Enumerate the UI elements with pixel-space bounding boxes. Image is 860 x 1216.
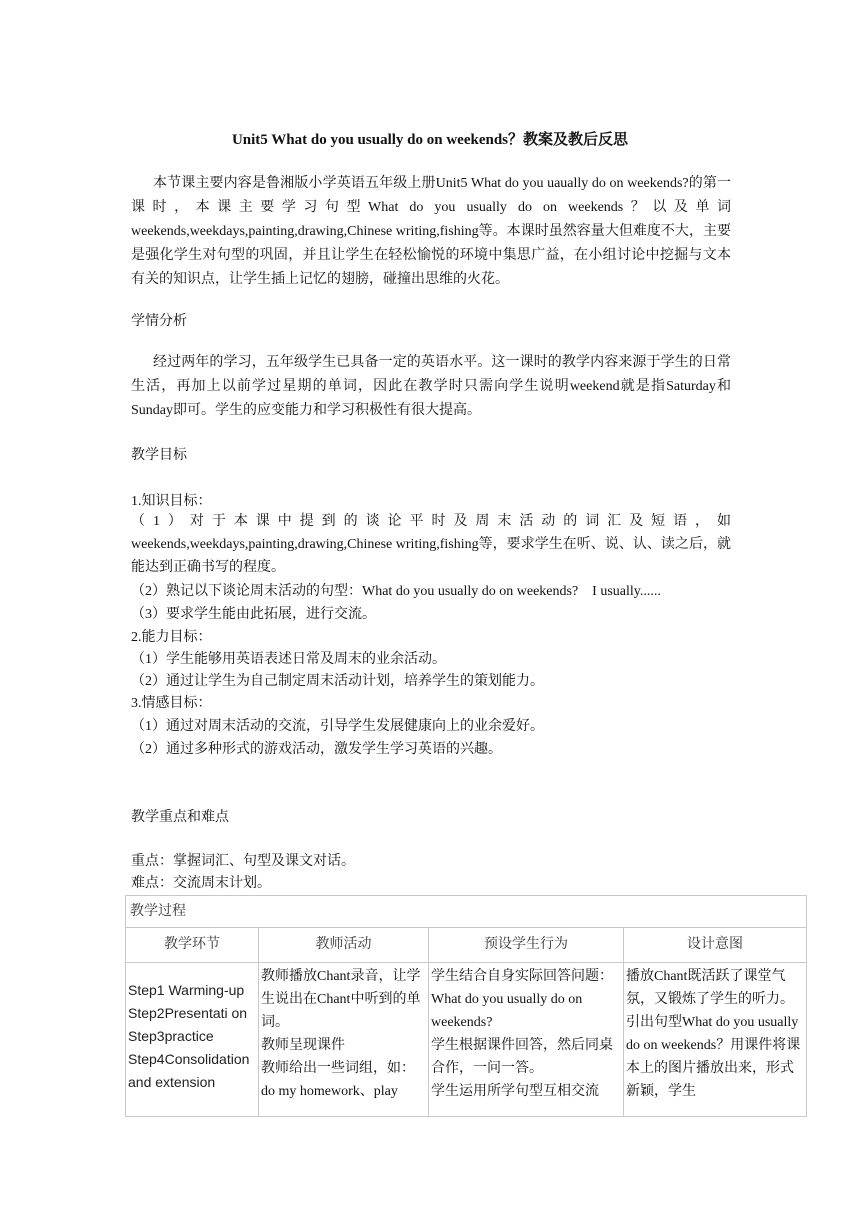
header-student-behavior: 预设学生行为	[429, 928, 624, 963]
design-intent-line: 播放Chant既活跃了课堂气氛，又锻炼了学生的听力。引出句型What do you usually do on weekends？用课件将课本上的图片播放出来，形式新颖，学生	[626, 969, 801, 1099]
teacher-activity-line: 教师给出一些词组，如：do my homework、play	[261, 1061, 415, 1099]
design-intent-cell	[624, 963, 807, 1117]
step-consolidation: Step4Consolidation and extension	[128, 1051, 250, 1090]
emotion-goal-2: （2）通过多种形式的游戏活动，激发学生学习英语的兴趣。	[131, 742, 502, 757]
header-stage: 教学环节	[126, 928, 259, 963]
goals-heading: 教学目标	[131, 448, 187, 463]
student-behavior-line: 学生运用所学句型互相交流	[431, 1084, 599, 1099]
teacher-activity-line: 教师呈现课件	[261, 1038, 345, 1053]
header-design-intent: 设计意图	[624, 928, 807, 963]
steps-cell	[126, 963, 259, 1117]
analysis-paragraph: 经过两年的学习，五年级学生已具备一定的英语水平。这一课时的教学内容来源于学生的日常生活，再加上以前学过星期的单词，因此在教学时只需向学生说明weekend就是指Saturday和Sunday即可。学生的应变能力和学习积极性有很大提高。	[131, 355, 731, 418]
key-point: 重点：掌握词汇、句型及课文对话。	[131, 854, 355, 869]
teacher-activity-cell	[259, 963, 429, 1117]
teaching-process-table	[125, 895, 807, 1117]
table-header-row	[126, 928, 807, 963]
knowledge-goal-title: 1.知识目标：	[131, 494, 212, 509]
student-behavior-line: 学生根据课件回答，然后同桌合作，一问一答。	[431, 1038, 613, 1076]
header-teacher-activity: 教师活动	[259, 928, 429, 963]
student-behavior-cell	[429, 963, 624, 1117]
table-row	[126, 963, 807, 1117]
step-presentation: Step2Presentati on	[128, 1005, 248, 1021]
knowledge-goal-1: （1）对于本课中提到的谈论平时及周末活动的词汇及短语，如weekends,weekdays,painting,drawing,Chinese writing,fishing等，要求学生在听、说、认、读之后，就能达到正确书写的程度。	[131, 514, 731, 575]
keypoints-heading: 教学重点和难点	[131, 810, 229, 825]
step-warming-up: Step1 Warming-up	[128, 982, 245, 998]
document-title: Unit5 What do you usually do on weekends？教案及教后反思	[231, 132, 629, 148]
ability-goal-title: 2.能力目标：	[131, 630, 212, 645]
table-caption-row	[126, 896, 807, 928]
table-caption: 教学过程	[126, 896, 807, 928]
emotion-goal-1: （1）通过对周末活动的交流，引导学生发展健康向上的业余爱好。	[131, 719, 544, 734]
intro-paragraph: 本节课主要内容是鲁湘版小学英语五年级上册Unit5 What do you uaually do on weekends?的第一课时，本课主要学习句型What do you usually do on weekends？以及单词weekends,weekdays,painting,drawing,Chinese writing,fishing等。本课时虽然容量大但难度不大，主要是强化学生对句型的巩固，并且让学生在轻松愉悦的环境中集思广益，在小组讨论中挖掘与文本有关的知识点，让学生插上记忆的翅膀，碰撞出思维的火花。	[131, 176, 731, 287]
analysis-heading: 学情分析	[131, 314, 187, 329]
knowledge-goal-3: （3）要求学生能由此拓展，进行交流。	[131, 607, 376, 622]
emotion-goal-title: 3.情感目标：	[131, 696, 212, 711]
step-practice: Step3practice	[128, 1028, 214, 1044]
ability-goal-1: （1）学生能够用英语表述日常及周末的业余活动。	[131, 652, 446, 667]
ability-goal-2: （2）通过让学生为自己制定周末活动计划，培养学生的策划能力。	[131, 674, 544, 689]
student-behavior-line: 学生结合自身实际回答问题：What do you usually do on weekends?	[431, 969, 613, 1030]
teacher-activity-line: 教师播放Chant录音，让学生说出在Chant中听到的单词。	[261, 969, 421, 1030]
difficult-point: 难点：交流周末计划。	[131, 876, 271, 891]
knowledge-goal-2: （2）熟记以下谈论周末活动的句型：What do you usually do on weekends? I usually......	[131, 584, 661, 599]
